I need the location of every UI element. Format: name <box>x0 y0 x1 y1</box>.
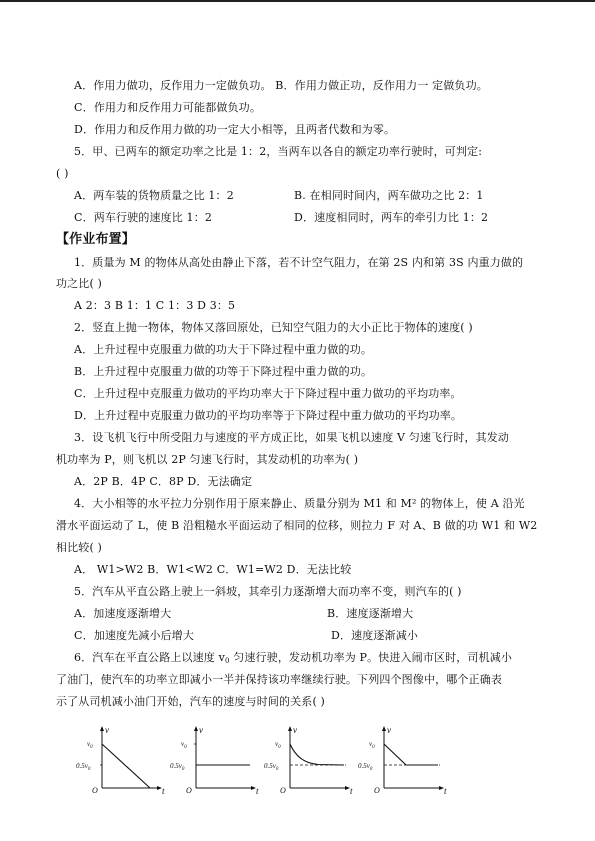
section-title: 【作业布置】 <box>56 232 135 247</box>
v0-label: $v_0$ <box>87 740 93 750</box>
hw-q5-option-b: B．速度逐渐增大 <box>327 607 414 620</box>
hw-q3-options: A．2P B．4P C．8P D．无法确定 <box>74 475 253 488</box>
hw-q6-line1-post: 匀速行驶，发动机功率为 P。快进入闹市区时，司机减小 <box>229 651 513 664</box>
v-axis-label: v <box>105 725 109 735</box>
origin-label: O <box>186 786 192 795</box>
t-axis-label: t <box>444 786 447 796</box>
prev-q5-stem: 5．甲、已两车的额定功率之比是 1：2，当两车以各自的额定功率行驶时，可判定: <box>74 145 483 158</box>
hw-q6-line1-pre: 6．汽车在平直公路上以速度 v <box>74 651 225 664</box>
hw-q1-line2: 功之比( ) <box>56 277 102 290</box>
prev-q4-options-ab: A．作用力做功，反作用力一定做负功。 B．作用力做正功，反作用力一 定做负功。 <box>74 79 488 92</box>
hw-q2-option-d: D．上升过程中克服重力做功的平均功率等于下降过程中重力做功的平均功率。 <box>74 409 463 422</box>
axes <box>382 726 444 790</box>
v0-label: $v_0$ <box>369 740 375 750</box>
prev-q4-option-d: D．作用力和反作用力做的功一定大小相等，且两者代数和为零。 <box>74 123 396 136</box>
graph-d <box>358 724 466 796</box>
hw-q2-option-c: C．上升过程中克服重力做功的平均功率大于下降过程中重力做功的平均功率。 <box>74 387 462 400</box>
graph-b <box>170 724 278 796</box>
prev-q4-option-c: C．作用力和反作用力可能都做负功。 <box>74 101 261 114</box>
hw-q6-line1-sub: 0 <box>224 657 230 665</box>
hw-q3-line1: 3．设飞机飞行中所受阻力与速度的平方成正比，如果飞机以速度 V 匀速飞行时，其发动 <box>74 431 510 444</box>
origin-label: O <box>280 786 286 795</box>
prev-q5-option-a: A．两车装的货物质量之比 1：2 <box>74 189 234 202</box>
prev-q5-option-c: C．两车行驶的速度比 1：2 <box>74 211 213 224</box>
hw-q6-line3: 示了从司机减小油门开始，汽车的速度与时间的关系( ) <box>56 695 325 708</box>
v-axis-label: v <box>387 725 391 735</box>
v-axis-label: v <box>199 725 203 735</box>
hw-q2-stem: 2．竖直上抛一物体，物体又落回原处，已知空气阻力的大小正比于物体的速度( ) <box>74 321 473 334</box>
hw-q3-line2: 机功率为 P，则飞机以 2P 匀速飞行时，其发动机的功率为( ) <box>56 453 359 466</box>
v-axis-label: v <box>293 725 297 735</box>
hw-q6-line1 <box>74 651 574 668</box>
page-top-border <box>0 0 595 2</box>
axes <box>100 726 162 790</box>
velocity-curve <box>102 744 150 788</box>
hw-q4-line3: 相比较( ) <box>56 541 102 554</box>
v0-label: $v_0$ <box>275 740 281 750</box>
hw-q1-options: A 2：3 B 1：1 C 1：3 D 3：5 <box>74 299 236 312</box>
t-axis-label: t <box>350 786 353 796</box>
prev-q5-paren: ( ) <box>56 167 69 180</box>
velocity-curve <box>290 744 344 765</box>
axes <box>194 726 256 790</box>
prev-q5-option-b: B. 在相同时间内，两车做功之比 2：1 <box>294 189 484 202</box>
half-v0-label: $0.5v_0$ <box>264 762 279 772</box>
t-axis-label: t <box>162 786 165 796</box>
velocity-curve <box>384 744 438 765</box>
hw-q4-line2: 滑水平面运动了 L，使 B 沿粗糙水平面运动了相同的位移，则拉力 F 对 A、B 做的功 W1 和 W2 <box>56 519 538 532</box>
hw-q2-option-b: B．上升过程中克服重力做的功等于下降过程中重力做的功。 <box>74 365 373 378</box>
hw-q5-option-a: A．加速度逐渐增大 <box>74 607 172 620</box>
origin-label: O <box>92 786 98 795</box>
graph-a <box>76 724 184 796</box>
hw-q6-line2: 了油门，使汽车的功率立即减小一半并保持该功率继续行驶。下列四个图像中，哪个正确表 <box>56 673 502 686</box>
hw-q4-options: A． W1>W2 B．W1<W2 C．W1=W2 D．无法比较 <box>74 563 352 576</box>
v0-label: $v_0$ <box>181 740 187 750</box>
half-v0-label: $0.5v_0$ <box>76 762 91 772</box>
half-v0-label: $0.5v_0$ <box>358 762 373 772</box>
hw-q2-option-a: A．上升过程中克服重力做的功大于下降过程中重力做的功。 <box>74 343 372 356</box>
origin-label: O <box>374 786 380 795</box>
hw-q4-line1: 4．大小相等的水平拉力分别作用于原来静止、质量分别为 M1 和 M² 的物体上，使 A 沿光 <box>74 497 525 510</box>
half-v0-label: $0.5v_0$ <box>170 762 185 772</box>
axes <box>288 726 350 790</box>
hw-q1-line1: 1．质量为 M 的物体从高处由静止下落，若不计空气阻力，在第 2S 内和第 3S 内重力做的 <box>74 256 524 269</box>
graph-c <box>264 724 372 796</box>
prev-q5-option-d: D．速度相同时，两车的牵引力比 1：2 <box>294 211 489 224</box>
hw-q5-stem: 5．汽车从平直公路上驶上一斜坡，其牵引力逐渐增大而功率不变，则汽车的( ) <box>74 585 462 598</box>
hw-q5-option-d: D．速度逐渐减小 <box>331 629 419 642</box>
t-axis-label: t <box>256 786 259 796</box>
hw-q5-option-c: C．加速度先减小后增大 <box>74 629 195 642</box>
